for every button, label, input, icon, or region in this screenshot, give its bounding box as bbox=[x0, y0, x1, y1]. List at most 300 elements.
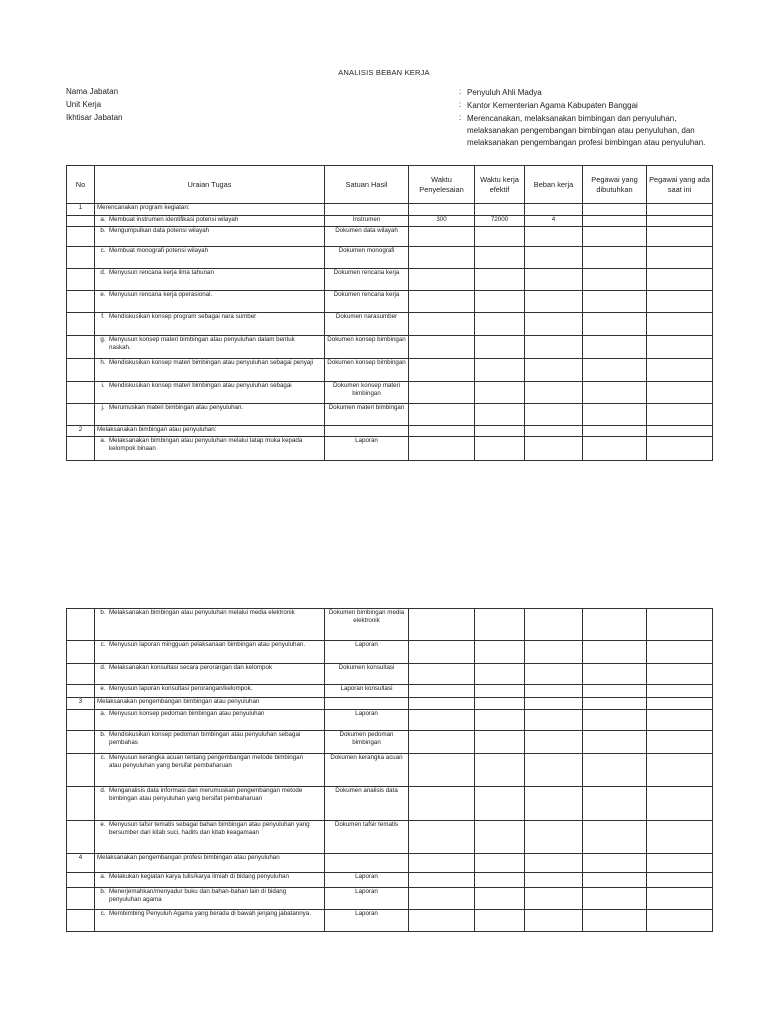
effective-time bbox=[475, 313, 525, 336]
output-unit: Laporan bbox=[325, 910, 409, 932]
completion-time bbox=[409, 227, 475, 247]
row-number bbox=[67, 710, 95, 731]
completion-time bbox=[409, 754, 475, 787]
col-header-ada: Pegawai yang ada saat ini bbox=[647, 166, 713, 204]
completion-time bbox=[409, 710, 475, 731]
workload bbox=[525, 382, 583, 404]
task-description bbox=[95, 404, 325, 426]
table-row bbox=[67, 247, 713, 269]
workload bbox=[525, 664, 583, 685]
colon: : bbox=[459, 87, 462, 96]
staff-existing bbox=[647, 269, 713, 291]
task-letter: c. bbox=[100, 247, 106, 254]
output-unit: Laporan konsultasi bbox=[325, 685, 409, 698]
task-letter: d. bbox=[100, 664, 106, 671]
job-summary-value: Merencanakan, melaksanakan bimbingan dan penyuluhan, melaksanakan pengembangan bimbingan atau penyuluhan, dan melaksanakan pengembangan profesi bimbingan atau penyuluhan. bbox=[467, 114, 706, 148]
task-letter: c. bbox=[100, 754, 106, 761]
task-letter: f. bbox=[101, 313, 105, 320]
task-text: Menyusun rencana kerja lima tahunan bbox=[109, 269, 214, 276]
staff-needed bbox=[583, 313, 647, 336]
task-letter: a. bbox=[100, 437, 106, 444]
task-letter: h. bbox=[100, 359, 106, 366]
col-header-waktu: Waktu Penyelesaian bbox=[409, 166, 475, 204]
workload bbox=[525, 204, 583, 216]
task-letter: e. bbox=[100, 685, 106, 692]
staff-needed bbox=[583, 216, 647, 227]
table-row bbox=[67, 888, 713, 910]
workload bbox=[525, 437, 583, 461]
task-text: Melaksanakan bimbingan atau penyuluhan melalui media elektronik bbox=[109, 609, 295, 616]
staff-existing bbox=[647, 204, 713, 216]
effective-time bbox=[475, 359, 525, 382]
staff-existing bbox=[647, 247, 713, 269]
staff-existing bbox=[647, 910, 713, 932]
table-row bbox=[67, 609, 713, 641]
staff-existing bbox=[647, 313, 713, 336]
task-text: Menyusun kerangka acuan tentang pengembangan metode bimbingan atau penyuluhan yang bersifat pembaharuan bbox=[109, 754, 304, 769]
table-row bbox=[67, 787, 713, 821]
workload bbox=[525, 404, 583, 426]
output-unit: Dokumen kerangka acuan bbox=[325, 754, 409, 787]
row-number bbox=[67, 685, 95, 698]
row-number bbox=[67, 216, 95, 227]
effective-time bbox=[475, 336, 525, 359]
task-description bbox=[95, 437, 325, 461]
workload bbox=[525, 888, 583, 910]
table-row bbox=[67, 821, 713, 854]
output-unit: Laporan bbox=[325, 641, 409, 664]
effective-time bbox=[475, 204, 525, 216]
task-text: Membuat monografi potensi wilayah bbox=[109, 247, 209, 254]
effective-time bbox=[475, 685, 525, 698]
staff-existing bbox=[647, 664, 713, 685]
output-unit: Dokumen narasumber bbox=[325, 313, 409, 336]
completion-time bbox=[409, 204, 475, 216]
job-summary-label: Ikhtisar Jabatan bbox=[66, 113, 123, 122]
workload bbox=[525, 426, 583, 437]
staff-existing bbox=[647, 437, 713, 461]
effective-time bbox=[475, 382, 525, 404]
staff-needed bbox=[583, 698, 647, 710]
row-number: 4 bbox=[67, 854, 95, 873]
task-text: Mendiskusikan konsep pedoman bimbingan atau penyuluhan sebagai pembahas bbox=[109, 731, 301, 746]
staff-existing bbox=[647, 382, 713, 404]
completion-time bbox=[409, 910, 475, 932]
staff-needed bbox=[583, 685, 647, 698]
staff-needed bbox=[583, 336, 647, 359]
staff-existing bbox=[647, 710, 713, 731]
staff-needed bbox=[583, 710, 647, 731]
workload bbox=[525, 227, 583, 247]
task-description bbox=[95, 710, 325, 731]
output-unit: Dokumen pedoman bimbingan bbox=[325, 731, 409, 754]
row-number bbox=[67, 888, 95, 910]
task-letter: b. bbox=[100, 731, 106, 738]
row-number bbox=[67, 269, 95, 291]
staff-needed bbox=[583, 873, 647, 888]
staff-needed bbox=[583, 888, 647, 910]
task-description: Melaksanakan pengembangan profesi bimbingan atau penyuluhan bbox=[95, 854, 325, 873]
row-number bbox=[67, 641, 95, 664]
effective-time bbox=[475, 873, 525, 888]
effective-time bbox=[475, 910, 525, 932]
task-text: Menerjemahkan/menyadur buku dan bahan-bahan lain di bidang penyuluhan agama bbox=[109, 888, 287, 903]
staff-existing bbox=[647, 888, 713, 910]
task-description bbox=[95, 247, 325, 269]
workload bbox=[525, 641, 583, 664]
row-number bbox=[67, 437, 95, 461]
staff-needed bbox=[583, 754, 647, 787]
staff-needed bbox=[583, 821, 647, 854]
row-number bbox=[67, 382, 95, 404]
task-description bbox=[95, 910, 325, 932]
effective-time bbox=[475, 664, 525, 685]
colon: : bbox=[459, 113, 462, 122]
task-description: Melaksanakan pengembangan bimbingan atau penyuluhan bbox=[95, 698, 325, 710]
table-row bbox=[67, 710, 713, 731]
workload-table-page-1 bbox=[66, 165, 713, 461]
staff-needed bbox=[583, 641, 647, 664]
output-unit: Laporan bbox=[325, 888, 409, 910]
task-description bbox=[95, 664, 325, 685]
effective-time bbox=[475, 754, 525, 787]
col-header-dibutuhkan: Pegawai yang dibutuhkan bbox=[583, 166, 647, 204]
effective-time bbox=[475, 787, 525, 821]
effective-time bbox=[475, 731, 525, 754]
output-unit bbox=[325, 698, 409, 710]
effective-time bbox=[475, 437, 525, 461]
completion-time bbox=[409, 426, 475, 437]
table-row bbox=[67, 426, 713, 437]
completion-time bbox=[409, 336, 475, 359]
staff-existing bbox=[647, 854, 713, 873]
document-title: ANALISIS BEBAN KERJA bbox=[338, 68, 430, 77]
row-number bbox=[67, 336, 95, 359]
workload bbox=[525, 359, 583, 382]
task-text: Menyusun rencana kerja operasional. bbox=[109, 291, 213, 298]
completion-time bbox=[409, 359, 475, 382]
task-letter: d. bbox=[100, 787, 106, 794]
work-unit-label: Unit Kerja bbox=[66, 100, 102, 109]
table-row bbox=[67, 437, 713, 461]
col-header-efektif: Waktu kerja efektif bbox=[475, 166, 525, 204]
completion-time bbox=[409, 609, 475, 641]
task-letter: a. bbox=[100, 873, 106, 880]
task-text: Menyusun konsep materi bimbingan atau penyuluhan dalam bentuk naskah. bbox=[109, 336, 295, 351]
staff-existing bbox=[647, 404, 713, 426]
table-row bbox=[67, 216, 713, 227]
output-unit: Instrumen bbox=[325, 216, 409, 227]
completion-time bbox=[409, 821, 475, 854]
staff-existing bbox=[647, 336, 713, 359]
output-unit: Dokumen monografi bbox=[325, 247, 409, 269]
workload bbox=[525, 247, 583, 269]
task-description bbox=[95, 609, 325, 641]
table-row bbox=[67, 227, 713, 247]
task-description bbox=[95, 754, 325, 787]
row-number bbox=[67, 910, 95, 932]
row-number bbox=[67, 873, 95, 888]
workload bbox=[525, 854, 583, 873]
workload bbox=[525, 313, 583, 336]
completion-time bbox=[409, 685, 475, 698]
task-letter: e. bbox=[100, 291, 106, 298]
workload: 4 bbox=[525, 216, 583, 227]
staff-needed bbox=[583, 854, 647, 873]
task-text: Melakukan kegiatan karya tulis/karya ilmiah di bidang penyuluhan bbox=[109, 873, 289, 880]
row-number bbox=[67, 664, 95, 685]
col-header-uraian: Uraian Tugas bbox=[95, 166, 325, 204]
task-letter: g. bbox=[100, 336, 106, 343]
task-description bbox=[95, 291, 325, 313]
staff-needed bbox=[583, 359, 647, 382]
row-number bbox=[67, 247, 95, 269]
table-row bbox=[67, 404, 713, 426]
row-number bbox=[67, 609, 95, 641]
task-text: Menganalisis data informasi dan merumuskan pengembangan metode bimbingan atau penyuluhan yang bersifat pembaharuan bbox=[109, 787, 303, 802]
staff-existing bbox=[647, 731, 713, 754]
job-name-label: Nama Jabatan bbox=[66, 87, 119, 96]
staff-existing bbox=[647, 821, 713, 854]
completion-time bbox=[409, 698, 475, 710]
completion-time bbox=[409, 269, 475, 291]
effective-time bbox=[475, 710, 525, 731]
completion-time bbox=[409, 664, 475, 685]
task-letter: d. bbox=[100, 269, 106, 276]
effective-time bbox=[475, 247, 525, 269]
output-unit: Dokumen rencana kerja bbox=[325, 291, 409, 313]
task-description bbox=[95, 359, 325, 382]
completion-time bbox=[409, 787, 475, 821]
task-description: Melaksanakan bimbingan atau penyuluhan: bbox=[95, 426, 325, 437]
output-unit: Dokumen data wilayah bbox=[325, 227, 409, 247]
task-description bbox=[95, 641, 325, 664]
task-text: Merumuskan materi bimbingan atau penyuluhan. bbox=[109, 404, 244, 411]
task-description bbox=[95, 873, 325, 888]
staff-needed bbox=[583, 291, 647, 313]
task-letter: b. bbox=[100, 888, 106, 895]
workload bbox=[525, 821, 583, 854]
effective-time: 72000 bbox=[475, 216, 525, 227]
task-letter: c. bbox=[100, 910, 106, 917]
workload bbox=[525, 698, 583, 710]
effective-time bbox=[475, 227, 525, 247]
staff-needed bbox=[583, 269, 647, 291]
completion-time: 300 bbox=[409, 216, 475, 227]
staff-existing bbox=[647, 873, 713, 888]
output-unit: Dokumen konsultasi bbox=[325, 664, 409, 685]
staff-needed bbox=[583, 609, 647, 641]
staff-needed bbox=[583, 382, 647, 404]
table-row bbox=[67, 382, 713, 404]
staff-needed bbox=[583, 404, 647, 426]
task-text: Mendiskusikan konsep materi bimbingan atau penyuluhan sebagai penyaji bbox=[109, 359, 313, 366]
task-text: Menyusun konsep pedoman bimbingan atau penyuluhan bbox=[109, 710, 265, 717]
effective-time bbox=[475, 404, 525, 426]
workload bbox=[525, 787, 583, 821]
task-letter: b. bbox=[100, 227, 106, 234]
output-unit: Dokumen bimbingan media elektronik bbox=[325, 609, 409, 641]
staff-needed bbox=[583, 247, 647, 269]
staff-needed bbox=[583, 426, 647, 437]
task-description bbox=[95, 787, 325, 821]
completion-time bbox=[409, 888, 475, 910]
effective-time bbox=[475, 426, 525, 437]
output-unit: Dokumen tafsir tematis bbox=[325, 821, 409, 854]
row-number bbox=[67, 291, 95, 313]
completion-time bbox=[409, 731, 475, 754]
task-text: Mendiskusikan konsep program sebagai nara sumber bbox=[109, 313, 257, 320]
table-row bbox=[67, 910, 713, 932]
row-number bbox=[67, 227, 95, 247]
effective-time bbox=[475, 269, 525, 291]
task-text: Menyusun laporan konsultasi perorangan/kelompok. bbox=[109, 685, 253, 692]
row-number bbox=[67, 404, 95, 426]
task-description bbox=[95, 382, 325, 404]
task-description bbox=[95, 336, 325, 359]
row-number bbox=[67, 731, 95, 754]
task-description bbox=[95, 216, 325, 227]
staff-existing bbox=[647, 359, 713, 382]
row-number bbox=[67, 359, 95, 382]
completion-time bbox=[409, 247, 475, 269]
table-row bbox=[67, 291, 713, 313]
table-row bbox=[67, 685, 713, 698]
task-description: Merencanakan program kegiatan: bbox=[95, 204, 325, 216]
staff-existing bbox=[647, 291, 713, 313]
workload bbox=[525, 685, 583, 698]
output-unit: Laporan bbox=[325, 710, 409, 731]
table-row bbox=[67, 854, 713, 873]
completion-time bbox=[409, 854, 475, 873]
completion-time bbox=[409, 641, 475, 664]
completion-time bbox=[409, 291, 475, 313]
row-number bbox=[67, 754, 95, 787]
output-unit: Dokumen konsep bimbingan bbox=[325, 336, 409, 359]
table-row bbox=[67, 698, 713, 710]
staff-existing bbox=[647, 641, 713, 664]
output-unit: Dokumen materi bimbingan bbox=[325, 404, 409, 426]
effective-time bbox=[475, 641, 525, 664]
table-row bbox=[67, 754, 713, 787]
staff-needed bbox=[583, 204, 647, 216]
table-row bbox=[67, 204, 713, 216]
row-number bbox=[67, 313, 95, 336]
table-row bbox=[67, 269, 713, 291]
task-description bbox=[95, 821, 325, 854]
task-letter: c. bbox=[100, 641, 106, 648]
col-header-satuan: Satuan Hasil bbox=[325, 166, 409, 204]
staff-existing bbox=[647, 216, 713, 227]
effective-time bbox=[475, 698, 525, 710]
staff-needed bbox=[583, 664, 647, 685]
staff-needed bbox=[583, 731, 647, 754]
workload bbox=[525, 710, 583, 731]
row-number: 1 bbox=[67, 204, 95, 216]
task-text: Melaksanakan bimbingan atau penyuluhan melalui tatap muka kepada kelompok binaan bbox=[109, 437, 303, 452]
output-unit: Dokumen analisis data bbox=[325, 787, 409, 821]
effective-time bbox=[475, 821, 525, 854]
staff-existing bbox=[647, 426, 713, 437]
staff-needed bbox=[583, 787, 647, 821]
output-unit bbox=[325, 204, 409, 216]
task-text: Menyusun laporan mingguan pelaksanaan bimbingan atau penyuluhan. bbox=[109, 641, 306, 648]
effective-time bbox=[475, 291, 525, 313]
task-letter: a. bbox=[100, 710, 106, 717]
effective-time bbox=[475, 854, 525, 873]
effective-time bbox=[475, 609, 525, 641]
output-unit: Dokumen konsep bimbingan bbox=[325, 359, 409, 382]
output-unit: Laporan bbox=[325, 873, 409, 888]
effective-time bbox=[475, 888, 525, 910]
task-description bbox=[95, 313, 325, 336]
workload bbox=[525, 754, 583, 787]
task-text: Membuat instrumen identifikasi potensi wilayah bbox=[109, 216, 239, 223]
job-name-value: Penyuluh Ahli Madya bbox=[467, 88, 542, 97]
colon: : bbox=[459, 100, 462, 109]
task-text: Menyusun tafsir tematis sebagai bahan bimbingan atau penyuluhan yang bersumber dari kitab suci, hadits dan kitab keagamaan bbox=[109, 821, 310, 836]
workload-table-page-2 bbox=[66, 608, 713, 932]
output-unit bbox=[325, 854, 409, 873]
task-description bbox=[95, 269, 325, 291]
output-unit: Dokumen konsep materi bimbingan bbox=[325, 382, 409, 404]
task-text: Mengumpulkan data potensi wilayah bbox=[109, 227, 210, 234]
workload bbox=[525, 609, 583, 641]
workload bbox=[525, 873, 583, 888]
workload bbox=[525, 731, 583, 754]
staff-existing bbox=[647, 609, 713, 641]
workload bbox=[525, 269, 583, 291]
table-row bbox=[67, 359, 713, 382]
task-description bbox=[95, 731, 325, 754]
completion-time bbox=[409, 404, 475, 426]
staff-needed bbox=[583, 227, 647, 247]
table-row bbox=[67, 664, 713, 685]
task-letter: e. bbox=[100, 821, 106, 828]
table-row bbox=[67, 731, 713, 754]
completion-time bbox=[409, 873, 475, 888]
workload bbox=[525, 291, 583, 313]
task-letter: a. bbox=[100, 216, 106, 223]
col-header-no: No bbox=[67, 166, 95, 204]
task-letter: i. bbox=[101, 382, 105, 389]
staff-existing bbox=[647, 754, 713, 787]
staff-existing bbox=[647, 227, 713, 247]
task-description bbox=[95, 888, 325, 910]
work-unit-value: Kantor Kementerian Agama Kabupaten Banggai bbox=[467, 101, 638, 110]
table-row bbox=[67, 873, 713, 888]
row-number bbox=[67, 821, 95, 854]
output-unit: Dokumen rencana kerja bbox=[325, 269, 409, 291]
task-description bbox=[95, 227, 325, 247]
table-row bbox=[67, 313, 713, 336]
table-row bbox=[67, 641, 713, 664]
col-header-beban: Beban kerja bbox=[525, 166, 583, 204]
row-number: 2 bbox=[67, 426, 95, 437]
workload bbox=[525, 910, 583, 932]
task-text: Melaksanakan konsultasi secara perorangan dan kelompok bbox=[109, 664, 273, 671]
row-number bbox=[67, 787, 95, 821]
task-text: Mendiskusikan konsep materi bimbingan atau penyuluhan sebagai bbox=[109, 382, 292, 389]
workload bbox=[525, 336, 583, 359]
completion-time bbox=[409, 382, 475, 404]
staff-needed bbox=[583, 910, 647, 932]
task-letter: j. bbox=[101, 404, 105, 411]
table-header-row bbox=[67, 166, 713, 204]
output-unit bbox=[325, 426, 409, 437]
completion-time bbox=[409, 437, 475, 461]
completion-time bbox=[409, 313, 475, 336]
